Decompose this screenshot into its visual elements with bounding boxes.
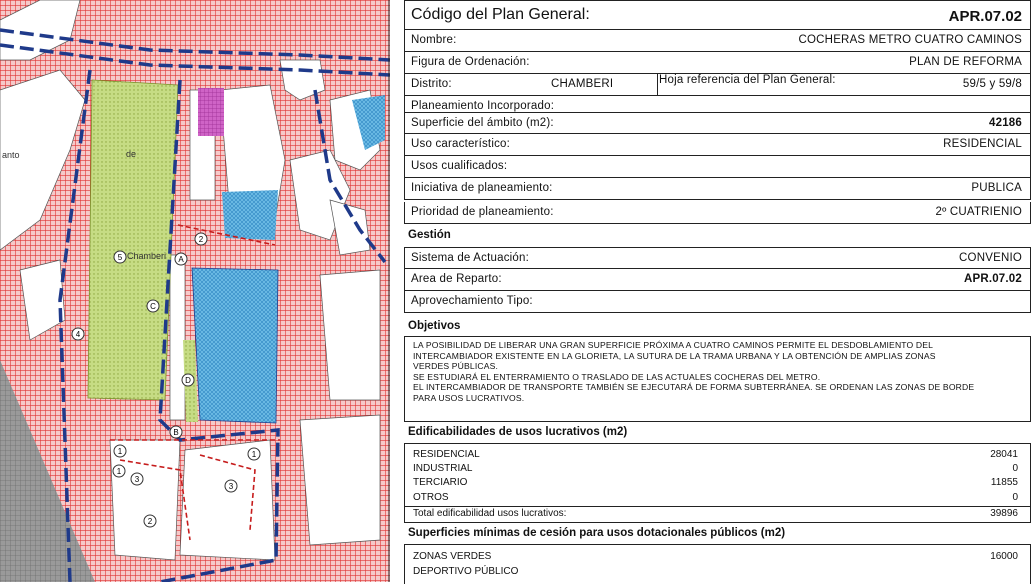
svg-text:2: 2 (147, 517, 153, 526)
iniciativa-value: PUBLICA (971, 182, 1022, 194)
superficies-box (404, 544, 1031, 584)
marker-1c (248, 448, 260, 460)
svg-text:4: 4 (75, 330, 81, 339)
distrito-label: Distrito: (411, 78, 452, 90)
edif-row-industrial: INDUSTRIAL 0 (413, 463, 1018, 474)
objetivos-line: PARA USOS LUCRATIVOS. (413, 392, 525, 403)
svg-text:3: 3 (134, 475, 140, 484)
sup-row-deportivo: DEPORTIVO PÚBLICO (413, 566, 519, 577)
superficies-title: Superficies mínimas de cesión para usos dotacionales públicos (m2) (408, 527, 786, 539)
row-iniciativa (404, 178, 1031, 200)
svg-text:D: D (185, 376, 191, 385)
objetivos-line: EL INTERCAMBIADOR DE TRANSPORTE TAMBIÉN SE EJECUTARÁ DE FORMA SUBTERRÁNEA. SE ORDENAN LAS ZONAS DE BORDE (413, 382, 975, 393)
edif-row-total: Total edificabilidad usos lucrativos: 39896 (413, 508, 1018, 519)
uso-value: RESIDENCIAL (943, 138, 1022, 150)
svg-text:A: A (178, 255, 184, 264)
sistema-label: Sistema de Actuación: (411, 252, 529, 264)
blue-zone-small (222, 190, 278, 240)
prioridad-label: Prioridad de planeamiento: (411, 206, 554, 218)
row-area (404, 269, 1031, 291)
row-aprovechamiento (404, 291, 1031, 313)
sistema-value: CONVENIO (959, 252, 1022, 264)
row-uso (404, 134, 1031, 156)
edif-row-terciario: TERCIARIO 11855 (413, 477, 1018, 488)
svg-text:1: 1 (116, 467, 122, 476)
hoja-label: Hoja referencia del Plan General: (659, 74, 836, 86)
marker-A (175, 253, 187, 265)
sheet-header (404, 0, 1031, 30)
svg-text:B: B (173, 428, 179, 437)
objetivos-box (404, 336, 1031, 422)
row-nombre (404, 30, 1031, 52)
map-label-de: de (126, 149, 137, 159)
svg-text:C: C (150, 302, 156, 311)
figura-value: PLAN DE REFORMA (909, 56, 1022, 68)
row-superficie (404, 112, 1031, 134)
marker-1b (113, 465, 125, 477)
marker-5 (114, 251, 126, 263)
edificabilidades-title: Edificabilidades de usos lucrativos (m2) (408, 426, 628, 438)
objetivos-line: VERDES PÚBLICAS. (413, 361, 499, 372)
distrito-value: CHAMBERI (551, 78, 614, 90)
row-sistema (404, 247, 1031, 269)
svg-text:1: 1 (251, 450, 257, 459)
ficha-sheet (402, 0, 1035, 582)
marker-B (170, 426, 182, 438)
planning-map (0, 0, 390, 582)
row-distrito (404, 74, 1031, 96)
sup-row-zonas-verdes: ZONAS VERDES 16000 (413, 551, 1018, 562)
svg-text:2: 2 (198, 235, 204, 244)
row-prioridad (404, 202, 1031, 224)
blue-zone-main (192, 268, 278, 423)
svg-text:1: 1 (117, 447, 123, 456)
code-label: Código del Plan General: (411, 6, 590, 23)
svg-text:5: 5 (117, 253, 123, 262)
objetivos-text (413, 340, 1000, 404)
objetivos-line: SE ESTUDIARÁ EL ENTERRAMIENTO O TRASLADO DE LAS ACTUALES COCHERAS DEL METRO. (413, 371, 821, 382)
marker-2 (195, 233, 207, 245)
map-label-chamberi: Chamberi (127, 251, 167, 261)
map-label-anto: anto (2, 150, 20, 160)
hoja-value: 59/5 y 59/8 (962, 78, 1022, 90)
usos-cualificados-label: Usos cualificados: (411, 160, 508, 172)
marker-C (147, 300, 159, 312)
marker-D (182, 374, 194, 386)
objetivos-line: INTERCAMBIADOR EXISTENTE EN LA GLORIETA, LA SUTURA DE LA TRAMA URBANA Y LA OBTENCIÓN DE AMPLIAS ZONAS (413, 350, 936, 361)
nombre-value: COCHERAS METRO CUATRO CAMINOS (798, 34, 1022, 46)
row-figura (404, 52, 1031, 74)
aprovechamiento-label: Aprovechamiento Tipo: (411, 295, 533, 307)
planeamiento-label: Planeamiento Incorporado: (411, 100, 555, 112)
area-value: APR.07.02 (963, 273, 1022, 285)
superficie-label: Superficie del ámbito (m2): (411, 117, 554, 129)
edif-row-residencial: RESIDENCIAL 28041 (413, 449, 1018, 460)
objetivos-line: LA POSIBILIDAD DE LIBERAR UNA GRAN SUPERFICIE PRÓXIMA A CUATRO CAMINOS PERMITE EL DESDOBLAMIENTO DEL (413, 340, 934, 350)
edificabilidades-box (404, 443, 1031, 523)
prioridad-value: 2º CUATRIENIO (935, 206, 1022, 218)
figura-label: Figura de Ordenación: (411, 56, 530, 68)
iniciativa-label: Iniciativa de planeamiento: (411, 182, 553, 194)
objetivos-title: Objetivos (408, 320, 461, 332)
svg-text:3: 3 (228, 482, 234, 491)
edif-row-otros: OTROS 0 (413, 492, 1018, 503)
marker-3b (225, 480, 237, 492)
plan-code: APR.07.02 (948, 8, 1022, 25)
nombre-label: Nombre: (411, 34, 457, 46)
area-label: Area de Reparto: (411, 273, 502, 285)
superficie-value: 42186 (989, 117, 1022, 129)
marker-3a (131, 473, 143, 485)
marker-1a (114, 445, 126, 457)
marker-2b (144, 515, 156, 527)
row-usos-cualificados (404, 156, 1031, 178)
magenta-zone (198, 88, 224, 136)
gestion-title: Gestión (408, 229, 451, 241)
marker-4 (72, 328, 84, 340)
uso-label: Uso característico: (411, 138, 511, 150)
